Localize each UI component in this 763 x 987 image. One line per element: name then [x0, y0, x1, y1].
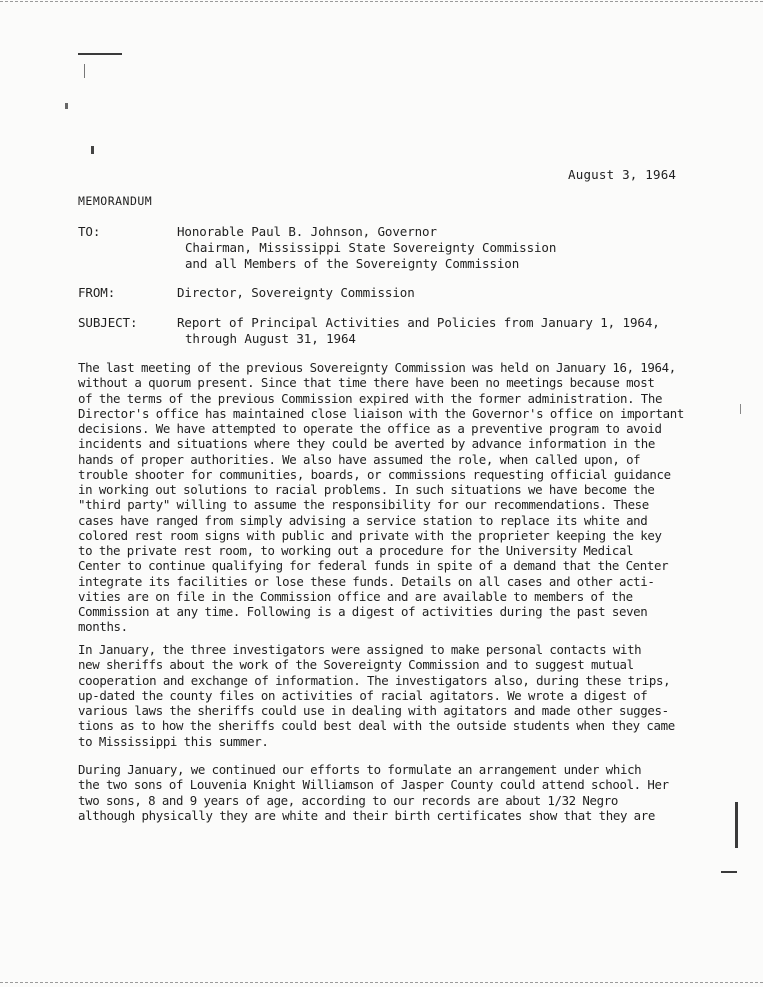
top-edge-dashes — [0, 1, 763, 2]
paragraph-1-line: The last meeting of the previous Sovereignty Commission was held on January 16, 1964, — [78, 360, 676, 375]
subject-label: SUBJECT: — [78, 315, 138, 330]
scan-mark-left-dot-1 — [65, 103, 68, 109]
paragraph-1-line: Center to continue qualifying for federal funds in spite of a demand that the Center — [78, 558, 669, 574]
paragraph-1-line: decisions. We have attempted to operate the office as a preventive program to avoid — [78, 421, 662, 436]
paragraph-1-line: incidents and situations where they could be averted by advance information in the — [78, 436, 656, 452]
paragraph-1-line: of the terms of the previous Commission expired with the former administration. The — [78, 390, 663, 406]
scan-mark-right-edge — [735, 802, 738, 848]
paragraph-3-line: During January, we continued our efforts to formulate an arrangement under which — [78, 762, 642, 777]
from-value: Director, Sovereignty Commission — [177, 285, 415, 300]
paragraph-3-line: the two sons of Louvenia Knight Williamson of Jasper County could attend school. Her — [78, 777, 669, 793]
paragraph-williamson — [78, 762, 728, 823]
scan-mark-left-dot-2 — [91, 146, 94, 154]
to-label: TO: — [78, 224, 101, 239]
paragraph-3-line: although physically they are white and their birth certificates show that they are — [78, 807, 656, 823]
paragraph-1-line: to the private rest room, to working out a procedure for the University Medical — [78, 543, 634, 558]
paragraph-1-line: vities are on file in the Commission office and are available to members of the — [78, 588, 633, 604]
paragraph-1-line: trouble shooter for communities, boards, or commissions requesting official guidance — [78, 466, 671, 482]
to-line-1: Honorable Paul B. Johnson, Governor — [177, 224, 437, 239]
paragraph-1-line: "third party" willing to assume the responsibility for our recommendations. These — [78, 497, 649, 513]
to-line-2: Chairman, Mississippi State Sovereignty Commission — [185, 240, 557, 255]
from-label: FROM: — [78, 285, 116, 300]
paragraph-1-line: months. — [78, 619, 128, 635]
paragraph-2-line: cooperation and exchange of information. The investigators also, during these trips, — [78, 672, 671, 688]
scan-mark-top-left-tick — [84, 64, 85, 78]
paragraph-2-line: various laws the sheriffs could use in dealing with agitators and made other sugges- — [78, 703, 669, 718]
scan-mark-right-arrow — [721, 871, 737, 873]
subject-line-2: through August 31, 1964 — [185, 331, 356, 346]
paragraph-1-line: without a quorum present. Since that time there have been no meetings because most — [78, 375, 655, 391]
bottom-edge-dashes — [0, 982, 763, 983]
paragraph-overview — [78, 360, 728, 635]
scan-mark-right-tick — [740, 404, 741, 414]
to-recipients — [177, 224, 556, 272]
memo-date: August 3, 1964 — [568, 167, 677, 182]
paragraph-1-line: hands of proper authorities. We also have assumed the role, when called upon, of — [78, 451, 641, 467]
memo-heading: MEMORANDUM — [78, 194, 153, 208]
paragraph-1-line: colored rest room signs with public and private with the proprieter keeping the key — [78, 527, 662, 543]
subject-value — [177, 315, 660, 347]
paragraph-1-line: integrate its facilities or lose these funds. Details on all cases and other acti- — [78, 573, 655, 589]
paragraph-2-line: up-dated the county files on activities of racial agitators. We wrote a digest of — [78, 687, 648, 703]
paragraph-1-line: in working out solutions to racial problems. In such situations we have become the — [78, 482, 655, 497]
paragraph-1-line: Commission at any time. Following is a digest of activities during the past seven — [78, 604, 648, 619]
paragraph-3-line: two sons, 8 and 9 years of age, according to our records are about 1/32 Negro — [78, 792, 618, 808]
paragraph-1-line: cases have ranged from simply advising a service station to replace its white and — [78, 512, 648, 528]
paragraph-2-line: tions as to how the sheriffs could best deal with the outside students when they came — [78, 718, 675, 734]
paragraph-2-line: new sheriffs about the work of the Sovereignty Commission and to suggest mutual — [78, 657, 634, 673]
paragraph-2-line: to Mississippi this summer. — [78, 733, 269, 749]
to-line-3: and all Members of the Sovereignty Commission — [185, 256, 520, 271]
scan-mark-top-left — [78, 53, 122, 55]
paragraph-2-line: In January, the three investigators were assigned to make personal contacts with — [78, 642, 642, 657]
subject-line-1: Report of Principal Activities and Policies from January 1, 1964, — [177, 315, 660, 330]
paragraph-1-line: Director's office has maintained close liaison with the Governor's office on important — [78, 405, 684, 421]
paragraph-investigators — [78, 642, 728, 749]
